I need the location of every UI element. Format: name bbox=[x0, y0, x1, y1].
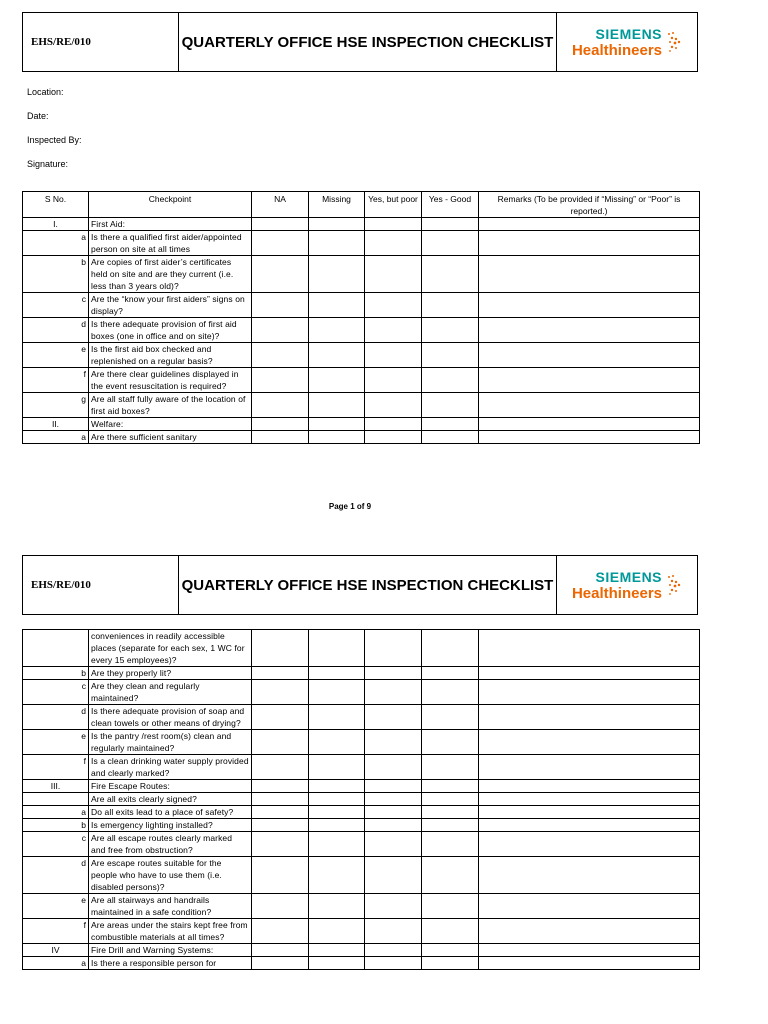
remarks-cell[interactable] bbox=[479, 857, 700, 894]
missing-cell[interactable] bbox=[309, 431, 365, 444]
remarks-cell[interactable] bbox=[479, 957, 700, 970]
yes-good-cell[interactable] bbox=[422, 343, 479, 368]
yes-good-cell[interactable] bbox=[422, 705, 479, 730]
na-cell[interactable] bbox=[252, 957, 309, 970]
missing-cell[interactable] bbox=[309, 919, 365, 944]
yes-good-cell[interactable] bbox=[422, 393, 479, 418]
row-number: c bbox=[23, 680, 89, 705]
checkpoint-text: conveniences in readily accessible places (separate for each sex, 1 WC for every 15 employees)? bbox=[89, 630, 252, 667]
remarks-cell[interactable] bbox=[479, 944, 700, 957]
checkpoint-text: Are all escape routes clearly marked and free from obstruction? bbox=[89, 832, 252, 857]
remarks-cell[interactable] bbox=[479, 431, 700, 444]
na-cell[interactable] bbox=[252, 318, 309, 343]
missing-cell[interactable] bbox=[309, 256, 365, 293]
yes-good-cell[interactable] bbox=[422, 832, 479, 857]
row-number: a bbox=[23, 431, 89, 444]
row-number: b bbox=[23, 667, 89, 680]
checkpoint-text: Is a clean drinking water supply provided and clearly marked? bbox=[89, 755, 252, 780]
checkpoint-text: Are they properly lit? bbox=[89, 667, 252, 680]
table-row bbox=[23, 806, 700, 819]
yes-good-cell[interactable] bbox=[422, 894, 479, 919]
remarks-cell[interactable] bbox=[479, 318, 700, 343]
yes-good-cell[interactable] bbox=[422, 957, 479, 970]
missing-cell[interactable] bbox=[309, 630, 365, 667]
na-cell[interactable] bbox=[252, 857, 309, 894]
row-number: III. bbox=[23, 780, 89, 793]
remarks-cell[interactable] bbox=[479, 793, 700, 806]
yes-poor-cell[interactable] bbox=[365, 780, 422, 793]
dots-icon bbox=[666, 573, 682, 597]
missing-cell[interactable] bbox=[309, 667, 365, 680]
document-header bbox=[22, 12, 698, 72]
yes-good-cell[interactable] bbox=[422, 680, 479, 705]
row-number: e bbox=[23, 343, 89, 368]
yes-poor-cell[interactable] bbox=[365, 919, 422, 944]
row-number: f bbox=[23, 755, 89, 780]
table-row bbox=[23, 231, 700, 256]
yes-good-cell[interactable] bbox=[422, 730, 479, 755]
missing-cell[interactable] bbox=[309, 894, 365, 919]
na-cell[interactable] bbox=[252, 806, 309, 819]
document-code: EHS/RE/010 bbox=[23, 13, 179, 71]
yes-good-cell[interactable] bbox=[422, 667, 479, 680]
checkpoint-text: Are all staff fully aware of the location of first aid boxes? bbox=[89, 393, 252, 418]
missing-cell[interactable] bbox=[309, 957, 365, 970]
checklist-table-page-2 bbox=[22, 629, 700, 970]
remarks-cell[interactable] bbox=[479, 806, 700, 819]
table-row bbox=[23, 667, 700, 680]
table-row bbox=[23, 293, 700, 318]
yes-poor-cell[interactable] bbox=[365, 806, 422, 819]
missing-cell[interactable] bbox=[309, 343, 365, 368]
na-cell[interactable] bbox=[252, 793, 309, 806]
missing-cell[interactable] bbox=[309, 680, 365, 705]
row-number: I. bbox=[23, 218, 89, 231]
siemens-healthineers-logo bbox=[557, 13, 697, 71]
yes-poor-cell[interactable] bbox=[365, 293, 422, 318]
yes-poor-cell[interactable] bbox=[365, 343, 422, 368]
missing-cell[interactable] bbox=[309, 819, 365, 832]
page-2 bbox=[0, 544, 768, 1024]
remarks-cell[interactable] bbox=[479, 231, 700, 256]
table-row bbox=[23, 857, 700, 894]
yes-poor-cell[interactable] bbox=[365, 755, 422, 780]
table-row bbox=[23, 256, 700, 293]
document-title: QUARTERLY OFFICE HSE INSPECTION CHECKLIST bbox=[179, 13, 557, 71]
checkpoint-text: Are copies of first aider’s certificates held on site and are they current (i.e. less than 3 years old)? bbox=[89, 256, 252, 293]
na-cell[interactable] bbox=[252, 819, 309, 832]
missing-cell[interactable] bbox=[309, 730, 365, 755]
remarks-cell[interactable] bbox=[479, 368, 700, 393]
checkpoint-text: Are escape routes suitable for the people who have to use them (i.e. disabled persons)? bbox=[89, 857, 252, 894]
yes-good-cell[interactable] bbox=[422, 755, 479, 780]
row-number: f bbox=[23, 368, 89, 393]
table-row bbox=[23, 919, 700, 944]
na-cell[interactable] bbox=[252, 231, 309, 256]
checkpoint-text: Are all exits clearly signed? bbox=[89, 793, 252, 806]
row-number: d bbox=[23, 705, 89, 730]
yes-good-cell[interactable] bbox=[422, 256, 479, 293]
missing-cell[interactable] bbox=[309, 368, 365, 393]
row-number: b bbox=[23, 256, 89, 293]
logo-siemens-text: SIEMENS bbox=[595, 25, 663, 42]
date-label: Date: bbox=[27, 111, 49, 121]
location-label: Location: bbox=[27, 87, 64, 97]
na-cell[interactable] bbox=[252, 680, 309, 705]
row-number: a bbox=[23, 806, 89, 819]
table-row bbox=[23, 680, 700, 705]
signature-label: Signature: bbox=[27, 159, 69, 169]
document-code: EHS/RE/010 bbox=[23, 556, 179, 614]
missing-cell[interactable] bbox=[309, 780, 365, 793]
na-cell[interactable] bbox=[252, 293, 309, 318]
table-row bbox=[23, 957, 700, 970]
yes-poor-cell[interactable] bbox=[365, 680, 422, 705]
logo-healthineers-text: Healthineers bbox=[571, 584, 663, 602]
yes-good-cell[interactable] bbox=[422, 431, 479, 444]
section-title: First Aid: bbox=[89, 218, 252, 231]
na-cell[interactable] bbox=[252, 418, 309, 431]
yes-poor-cell[interactable] bbox=[365, 667, 422, 680]
col-na: NA bbox=[252, 192, 309, 218]
yes-poor-cell[interactable] bbox=[365, 318, 422, 343]
section-row bbox=[23, 780, 700, 793]
remarks-cell[interactable] bbox=[479, 894, 700, 919]
missing-cell[interactable] bbox=[309, 944, 365, 957]
page-footer: Page 1 of 9 bbox=[328, 502, 372, 511]
col-yes-poor: Yes, but poor bbox=[365, 192, 422, 218]
row-number: c bbox=[23, 293, 89, 318]
table-row bbox=[23, 630, 700, 667]
remarks-cell[interactable] bbox=[479, 667, 700, 680]
section-row bbox=[23, 418, 700, 431]
remarks-cell[interactable] bbox=[479, 630, 700, 667]
yes-poor-cell[interactable] bbox=[365, 368, 422, 393]
na-cell[interactable] bbox=[252, 944, 309, 957]
yes-good-cell[interactable] bbox=[422, 857, 479, 894]
na-cell[interactable] bbox=[252, 780, 309, 793]
checkpoint-text: Are areas under the stairs kept free from combustible materials at all times? bbox=[89, 919, 252, 944]
row-number bbox=[23, 630, 89, 667]
yes-poor-cell[interactable] bbox=[365, 705, 422, 730]
yes-good-cell[interactable] bbox=[422, 418, 479, 431]
remarks-cell[interactable] bbox=[479, 705, 700, 730]
checklist-table-page-1 bbox=[22, 191, 700, 444]
checkpoint-text: Are all stairways and handrails maintained in a safe condition? bbox=[89, 894, 252, 919]
col-yes-good: Yes - Good bbox=[422, 192, 479, 218]
page1-rows bbox=[23, 218, 700, 444]
row-number bbox=[23, 793, 89, 806]
remarks-cell[interactable] bbox=[479, 919, 700, 944]
na-cell[interactable] bbox=[252, 730, 309, 755]
na-cell[interactable] bbox=[252, 368, 309, 393]
checkpoint-text: Are the “know your first aiders” signs on display? bbox=[89, 293, 252, 318]
remarks-cell[interactable] bbox=[479, 218, 700, 231]
siemens-healthineers-logo bbox=[557, 556, 697, 614]
na-cell[interactable] bbox=[252, 343, 309, 368]
remarks-cell[interactable] bbox=[479, 730, 700, 755]
yes-good-cell[interactable] bbox=[422, 793, 479, 806]
table-row bbox=[23, 832, 700, 857]
remarks-cell[interactable] bbox=[479, 393, 700, 418]
remarks-cell[interactable] bbox=[479, 256, 700, 293]
section-title: Fire Drill and Warning Systems: bbox=[89, 944, 252, 957]
table-header-row bbox=[23, 192, 700, 218]
yes-poor-cell[interactable] bbox=[365, 256, 422, 293]
yes-good-cell[interactable] bbox=[422, 368, 479, 393]
remarks-cell[interactable] bbox=[479, 780, 700, 793]
yes-poor-cell[interactable] bbox=[365, 231, 422, 256]
table-row bbox=[23, 755, 700, 780]
document-title: QUARTERLY OFFICE HSE INSPECTION CHECKLIST bbox=[179, 556, 557, 614]
row-number: a bbox=[23, 231, 89, 256]
table-row bbox=[23, 393, 700, 418]
section-title: Fire Escape Routes: bbox=[89, 780, 252, 793]
col-checkpoint: Checkpoint bbox=[89, 192, 252, 218]
row-number: b bbox=[23, 819, 89, 832]
row-number: d bbox=[23, 318, 89, 343]
na-cell[interactable] bbox=[252, 894, 309, 919]
yes-poor-cell[interactable] bbox=[365, 418, 422, 431]
yes-good-cell[interactable] bbox=[422, 919, 479, 944]
logo-siemens-text: SIEMENS bbox=[595, 568, 663, 585]
checkpoint-text: Is the pantry /rest room(s) clean and regularly maintained? bbox=[89, 730, 252, 755]
checkpoint-text: Is there adequate provision of first aid boxes (one in office and on site)? bbox=[89, 318, 252, 343]
table-row bbox=[23, 343, 700, 368]
remarks-cell[interactable] bbox=[479, 293, 700, 318]
checkpoint-text: Are there clear guidelines displayed in the event resuscitation is required? bbox=[89, 368, 252, 393]
checkpoint-text: Is emergency lighting installed? bbox=[89, 819, 252, 832]
row-number: e bbox=[23, 894, 89, 919]
table-row bbox=[23, 705, 700, 730]
missing-cell[interactable] bbox=[309, 755, 365, 780]
yes-good-cell[interactable] bbox=[422, 293, 479, 318]
na-cell[interactable] bbox=[252, 919, 309, 944]
inspected-by-label: Inspected By: bbox=[27, 135, 82, 145]
yes-good-cell[interactable] bbox=[422, 630, 479, 667]
yes-good-cell[interactable] bbox=[422, 218, 479, 231]
checkpoint-text: Are they clean and regularly maintained? bbox=[89, 680, 252, 705]
row-number: c bbox=[23, 832, 89, 857]
yes-poor-cell[interactable] bbox=[365, 944, 422, 957]
na-cell[interactable] bbox=[252, 630, 309, 667]
na-cell[interactable] bbox=[252, 667, 309, 680]
row-number: d bbox=[23, 857, 89, 894]
yes-good-cell[interactable] bbox=[422, 318, 479, 343]
remarks-cell[interactable] bbox=[479, 755, 700, 780]
yes-good-cell[interactable] bbox=[422, 231, 479, 256]
yes-poor-cell[interactable] bbox=[365, 218, 422, 231]
checkpoint-text: Do all exits lead to a place of safety? bbox=[89, 806, 252, 819]
yes-poor-cell[interactable] bbox=[365, 793, 422, 806]
yes-poor-cell[interactable] bbox=[365, 819, 422, 832]
yes-good-cell[interactable] bbox=[422, 806, 479, 819]
section-title: Welfare: bbox=[89, 418, 252, 431]
missing-cell[interactable] bbox=[309, 318, 365, 343]
yes-poor-cell[interactable] bbox=[365, 832, 422, 857]
yes-poor-cell[interactable] bbox=[365, 630, 422, 667]
logo-healthineers-text: Healthineers bbox=[571, 41, 663, 59]
missing-cell[interactable] bbox=[309, 705, 365, 730]
table-row bbox=[23, 894, 700, 919]
checkpoint-text: Is there adequate provision of soap and clean towels or other means of drying? bbox=[89, 705, 252, 730]
missing-cell[interactable] bbox=[309, 418, 365, 431]
col-sno: S No. bbox=[23, 192, 89, 218]
na-cell[interactable] bbox=[252, 431, 309, 444]
row-number: g bbox=[23, 393, 89, 418]
table-row bbox=[23, 730, 700, 755]
table-row bbox=[23, 368, 700, 393]
page2-rows bbox=[23, 630, 700, 970]
yes-poor-cell[interactable] bbox=[365, 730, 422, 755]
row-number: a bbox=[23, 957, 89, 970]
missing-cell[interactable] bbox=[309, 293, 365, 318]
yes-poor-cell[interactable] bbox=[365, 894, 422, 919]
row-number: e bbox=[23, 730, 89, 755]
na-cell[interactable] bbox=[252, 755, 309, 780]
section-row bbox=[23, 218, 700, 231]
remarks-cell[interactable] bbox=[479, 819, 700, 832]
yes-good-cell[interactable] bbox=[422, 819, 479, 832]
section-row bbox=[23, 944, 700, 957]
col-remarks: Remarks (To be provided if “Missing” or “Poor” is reported.) bbox=[479, 192, 700, 218]
missing-cell[interactable] bbox=[309, 806, 365, 819]
remarks-cell[interactable] bbox=[479, 418, 700, 431]
table-row bbox=[23, 431, 700, 444]
row-number: f bbox=[23, 919, 89, 944]
yes-good-cell[interactable] bbox=[422, 944, 479, 957]
missing-cell[interactable] bbox=[309, 231, 365, 256]
yes-good-cell[interactable] bbox=[422, 780, 479, 793]
na-cell[interactable] bbox=[252, 705, 309, 730]
checkpoint-text: Is there a responsible person for bbox=[89, 957, 252, 970]
missing-cell[interactable] bbox=[309, 793, 365, 806]
yes-poor-cell[interactable] bbox=[365, 857, 422, 894]
na-cell[interactable] bbox=[252, 256, 309, 293]
missing-cell[interactable] bbox=[309, 218, 365, 231]
row-number: II. bbox=[23, 418, 89, 431]
table-row bbox=[23, 819, 700, 832]
missing-cell[interactable] bbox=[309, 857, 365, 894]
checkpoint-text: Are there sufficient sanitary bbox=[89, 431, 252, 444]
remarks-cell[interactable] bbox=[479, 832, 700, 857]
table-row bbox=[23, 318, 700, 343]
na-cell[interactable] bbox=[252, 832, 309, 857]
checkpoint-text: Is there a qualified first aider/appointed person on site at all times bbox=[89, 231, 252, 256]
remarks-cell[interactable] bbox=[479, 680, 700, 705]
na-cell[interactable] bbox=[252, 218, 309, 231]
na-cell[interactable] bbox=[252, 393, 309, 418]
col-missing: Missing bbox=[309, 192, 365, 218]
remarks-cell[interactable] bbox=[479, 343, 700, 368]
dots-icon bbox=[666, 30, 682, 54]
yes-poor-cell[interactable] bbox=[365, 957, 422, 970]
document-header bbox=[22, 555, 698, 615]
checkpoint-text: Is the first aid box checked and replenished on a regular basis? bbox=[89, 343, 252, 368]
missing-cell[interactable] bbox=[309, 393, 365, 418]
inspection-meta bbox=[27, 87, 82, 183]
missing-cell[interactable] bbox=[309, 832, 365, 857]
table-row bbox=[23, 793, 700, 806]
yes-poor-cell[interactable] bbox=[365, 431, 422, 444]
row-number: IV bbox=[23, 944, 89, 957]
yes-poor-cell[interactable] bbox=[365, 393, 422, 418]
